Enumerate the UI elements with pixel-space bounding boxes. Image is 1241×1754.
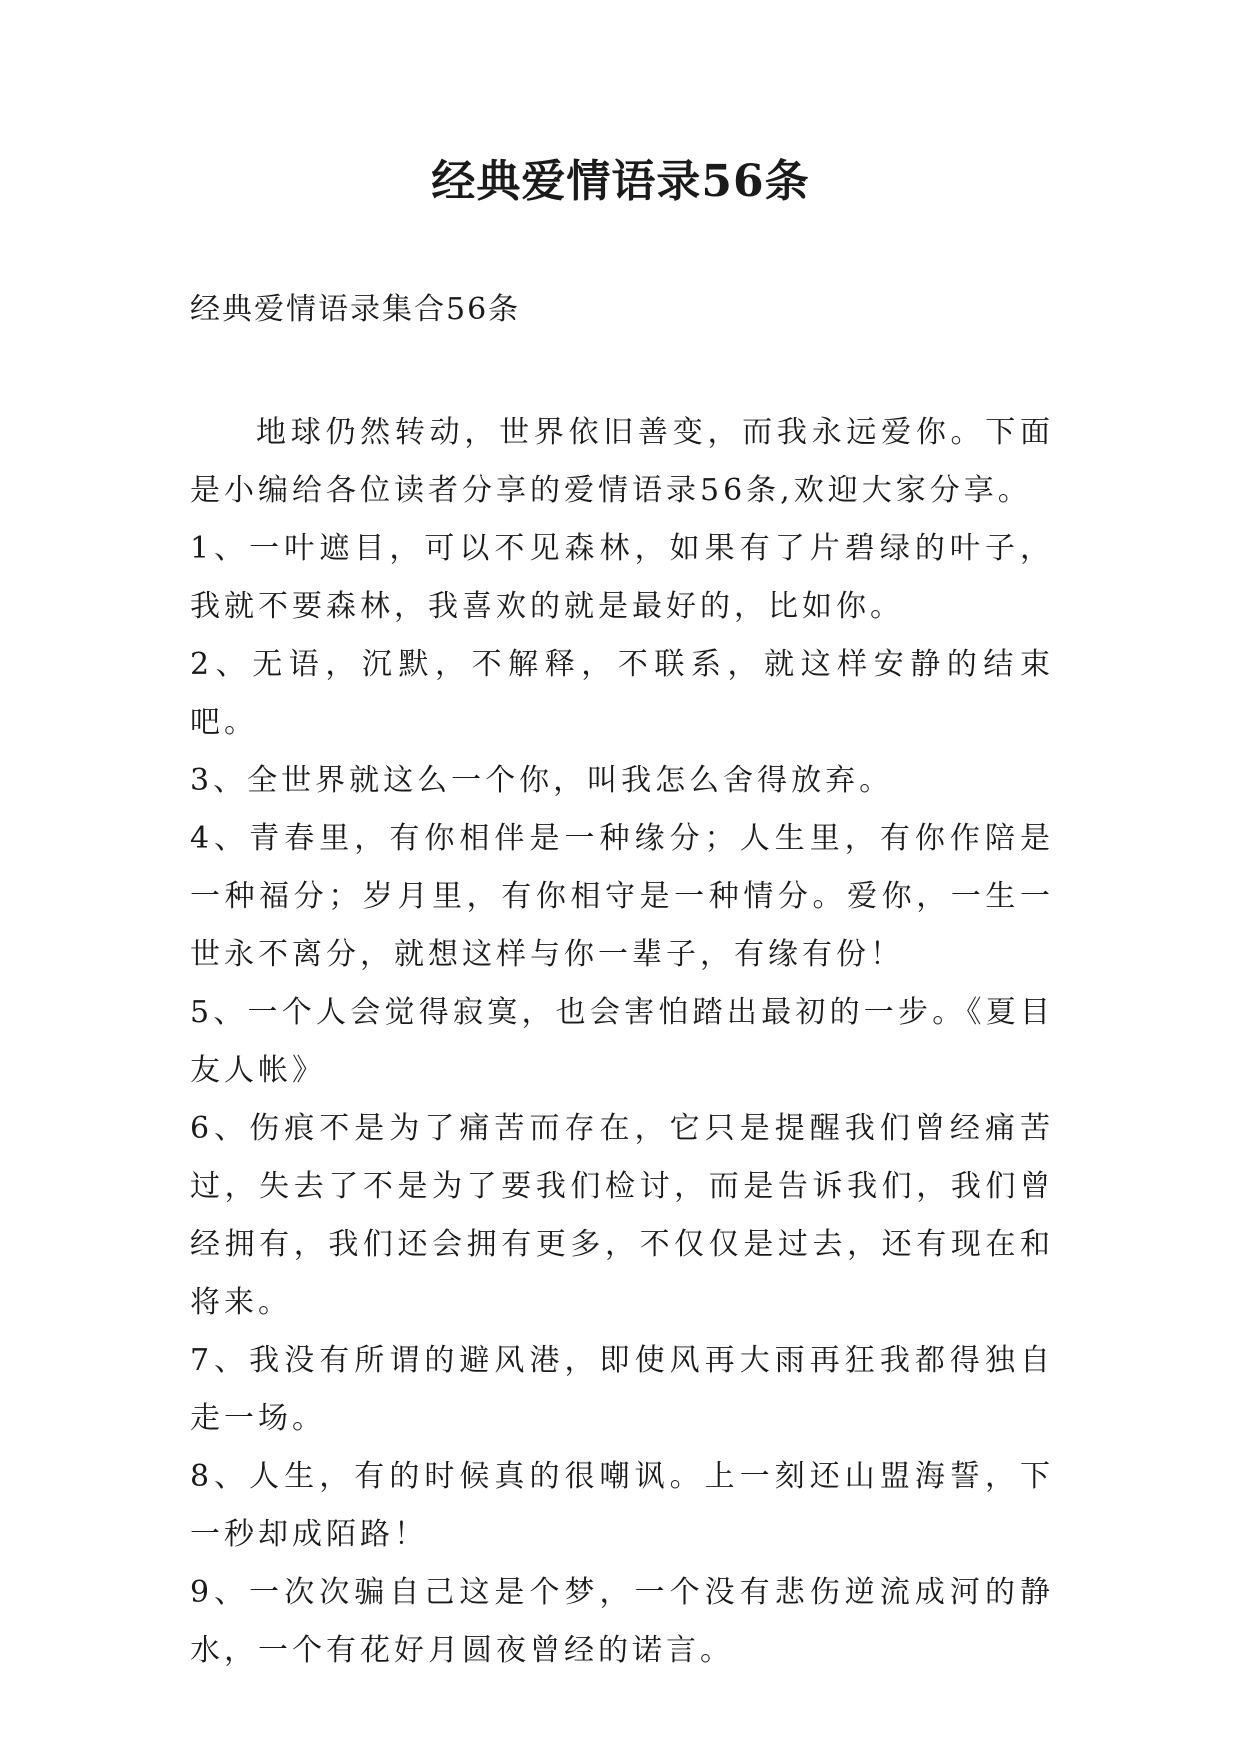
document-title: 经典爱情语录56条 xyxy=(431,156,810,207)
quote-item-2: 2、无语，沉默，不解释，不联系，就这样安静的结束吧。 xyxy=(190,647,1054,740)
intro-paragraph: 地球仍然转动，世界依旧善变，而我永远爱你。下面是小编给各位读者分享的爱情语录56条,欢迎大家分享。 xyxy=(190,415,1054,508)
quote-item-1: 1、一叶遮目，可以不见森林，如果有了片碧绿的叶子，我就不要森林，我喜欢的就是最好的，比如你。 xyxy=(190,531,1054,624)
quote-item-7: 7、我没有所谓的避风港，即使风再大雨再狂我都得独自走一场。 xyxy=(190,1343,1054,1436)
quote-item-5: 5、一个人会觉得寂寞，也会害怕踏出最初的一步。《夏目友人帐》 xyxy=(190,995,1054,1088)
quote-item-3: 3、全世界就这么一个你，叫我怎么舍得放弃。 xyxy=(190,763,894,798)
quote-item-8: 8、人生，有的时候真的很嘲讽。上一刻还山盟海誓，下一秒却成陌路！ xyxy=(190,1459,1054,1552)
quote-item-9: 9、一次次骗自己这是个梦，一个没有悲伤逆流成河的静水，一个有花好月圆夜曾经的诺言。 xyxy=(190,1575,1054,1668)
quote-item-6: 6、伤痕不是为了痛苦而存在，它只是提醒我们曾经痛苦过，失去了不是为了要我们检讨，而是告诉我们，我们曾经拥有，我们还会拥有更多，不仅仅是过去，还有现在和将来。 xyxy=(190,1111,1054,1320)
document-subtitle: 经典爱情语录集合56条 xyxy=(190,292,521,327)
document-body xyxy=(190,404,1054,1680)
quote-item-4: 4、青春里，有你相伴是一种缘分；人生里，有你作陪是一种福分；岁月里，有你相守是一种情分。爱你，一生一世永不离分，就想这样与你一辈子，有缘有份！ xyxy=(190,821,1054,972)
